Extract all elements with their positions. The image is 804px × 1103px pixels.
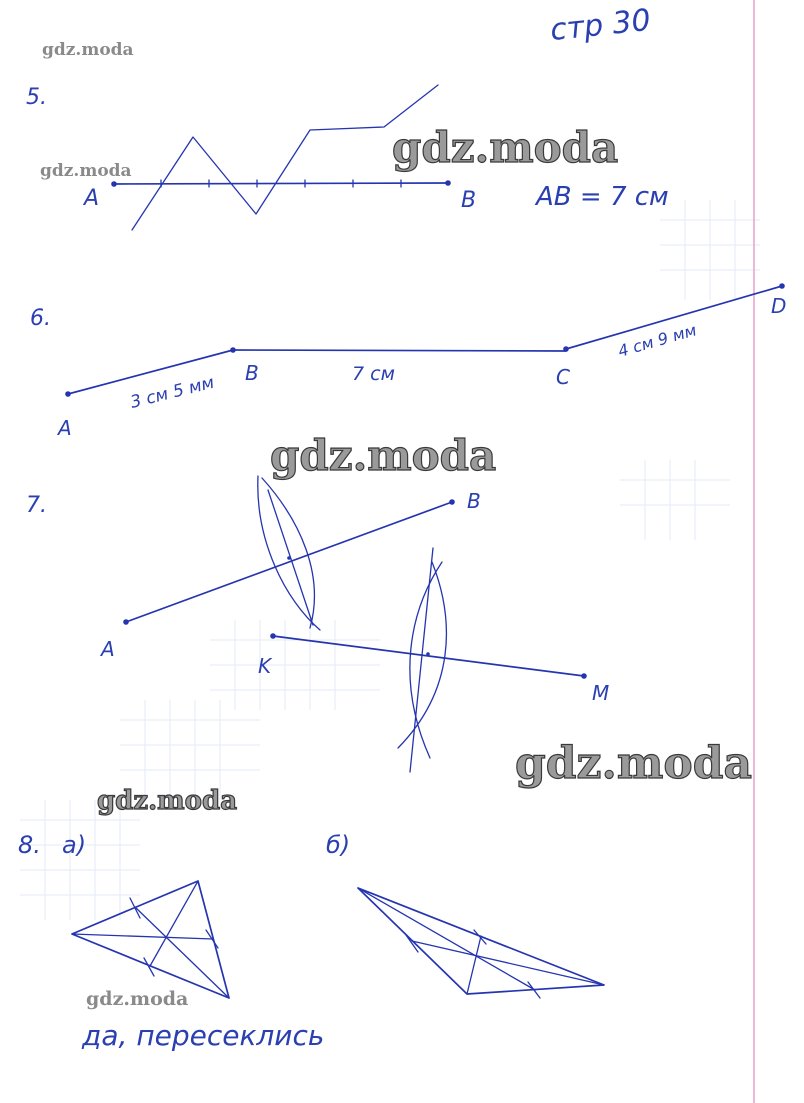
- task7-drawing: [123, 476, 587, 772]
- task8-number: 8.: [18, 831, 41, 859]
- watermark-small-3: gdz.moda: [86, 988, 189, 1010]
- page-label: стр 30: [548, 2, 653, 49]
- task6-point-d: D: [771, 294, 787, 318]
- watermark-medium-1: gdz.moda: [97, 786, 238, 816]
- task7-number: 7.: [26, 493, 47, 518]
- task6-point-c: C: [556, 365, 570, 389]
- task7-point-b: B: [467, 489, 481, 513]
- task8-part-a: а): [62, 831, 87, 859]
- watermark-small-1: gdz.moda: [42, 40, 134, 60]
- task5-point-a: A: [84, 186, 100, 211]
- watermark-large-2: gdz.moda: [270, 431, 497, 480]
- task6-point-b: B: [245, 361, 259, 385]
- watermark-large-1: gdz.moda: [392, 123, 619, 172]
- task8-answer: да, пересеклись: [82, 1019, 325, 1052]
- task6-label-cd: 4 см 9 мм: [615, 320, 699, 361]
- task6-label-ab: 3 см 5 мм: [128, 372, 217, 413]
- task7-point-a: A: [101, 637, 115, 661]
- task5-number: 5.: [26, 85, 47, 110]
- task8a-triangle-drawing: [72, 881, 229, 998]
- task7-point-k: K: [258, 654, 272, 678]
- task7-point-m: M: [592, 681, 610, 705]
- task8b-triangle-drawing: [358, 888, 604, 998]
- task5-point-b: B: [461, 188, 477, 213]
- task5-result: AB = 7 см: [536, 182, 669, 212]
- task6-point-a: A: [58, 416, 72, 440]
- task6-label-bc: 7 см: [352, 363, 395, 385]
- watermark-large-3: gdz.moda: [515, 738, 753, 789]
- task6-number: 6.: [30, 306, 51, 331]
- task8-part-b: б): [326, 831, 351, 859]
- watermark-small-2: gdz.moda: [40, 161, 132, 181]
